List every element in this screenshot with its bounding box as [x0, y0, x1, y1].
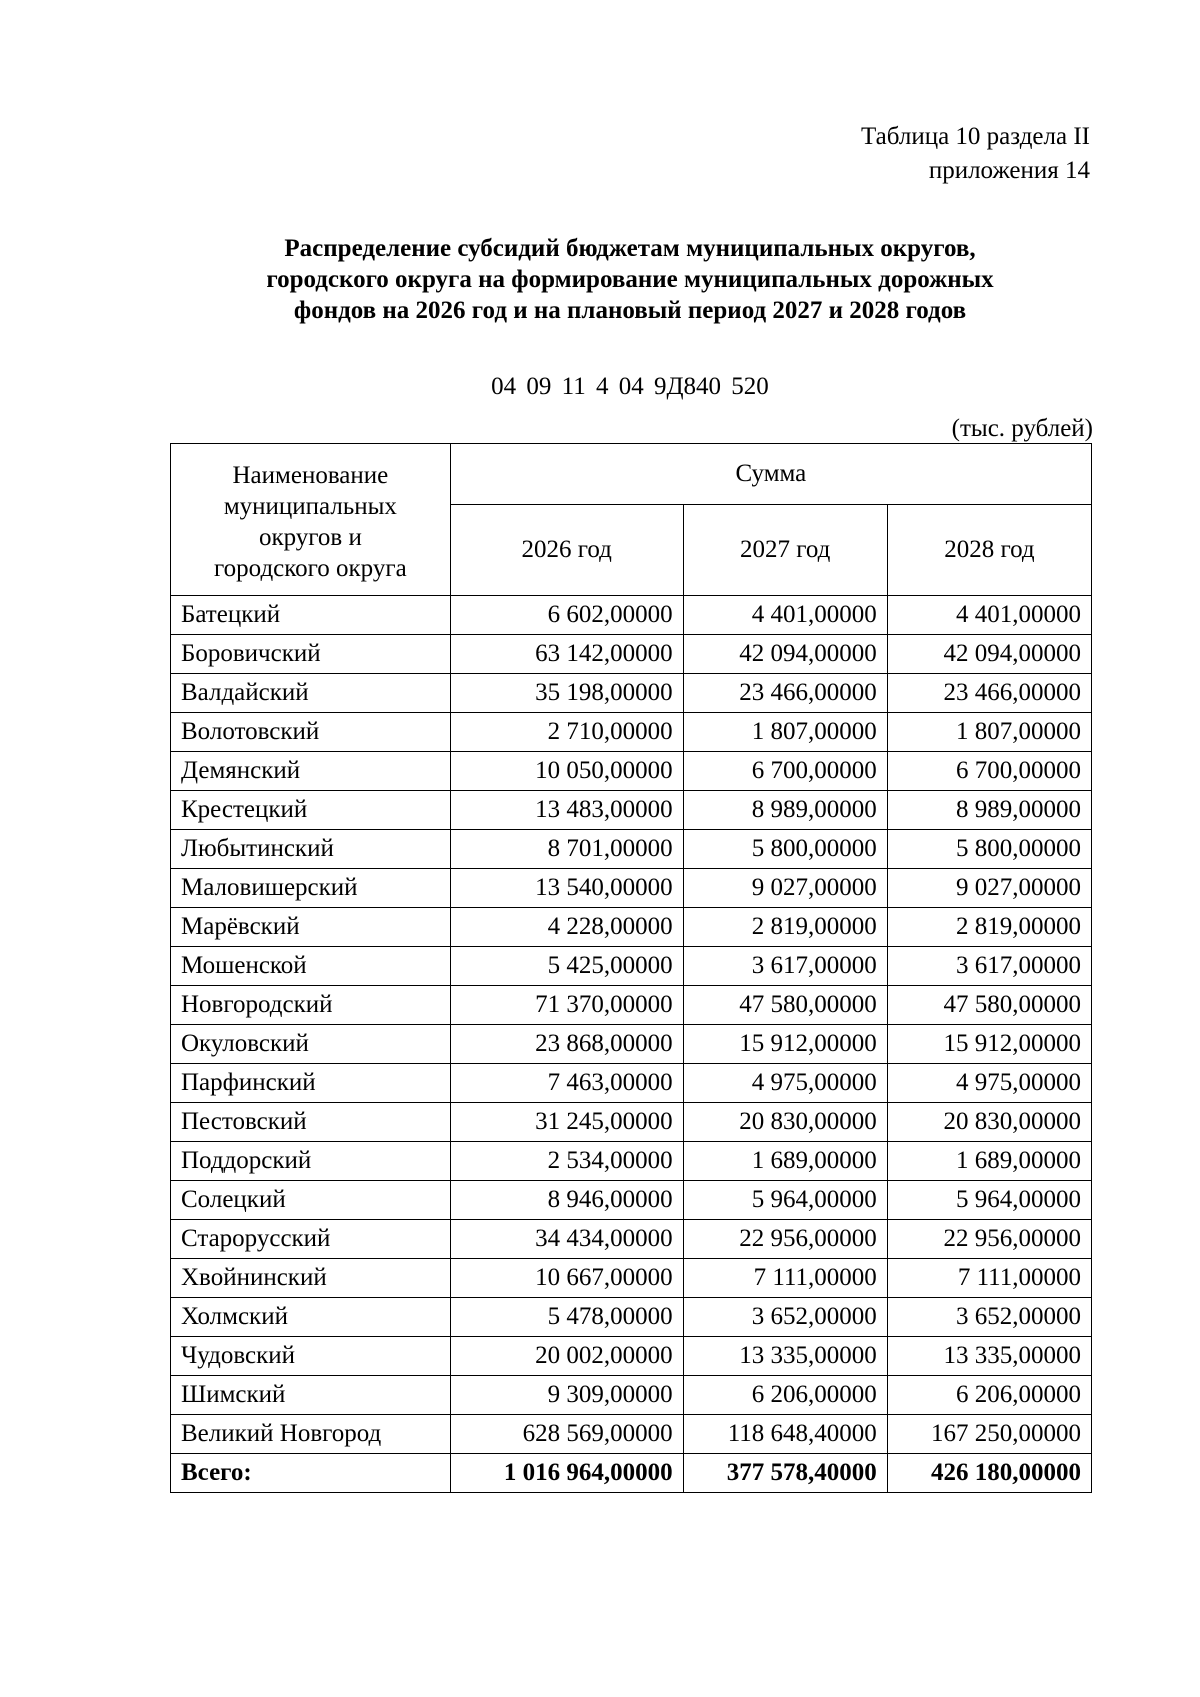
- table-row: [171, 947, 1092, 986]
- row-value-2027: 1 689,00000: [683, 1142, 887, 1181]
- row-value-2028: 47 580,00000: [887, 986, 1091, 1025]
- table-row: [171, 1064, 1092, 1103]
- row-value-2027: 7 111,00000: [683, 1259, 887, 1298]
- row-value-2027: 5 964,00000: [683, 1181, 887, 1220]
- row-value-2028: 5 964,00000: [887, 1181, 1091, 1220]
- row-value-2028: 6 206,00000: [887, 1376, 1091, 1415]
- table-row: [171, 1259, 1092, 1298]
- row-value-2026: 9 309,00000: [450, 1376, 683, 1415]
- table-row: [171, 1181, 1092, 1220]
- row-value-2028: 1 807,00000: [887, 713, 1091, 752]
- row-value-2027: 1 807,00000: [683, 713, 887, 752]
- row-name: Крестецкий: [171, 791, 451, 830]
- title-line-3: фондов на 2026 год и на плановый период 2027 и 2028 годов: [293, 297, 967, 324]
- row-name: Мошенской: [171, 947, 451, 986]
- subsidy-distribution-table: [170, 443, 1092, 1493]
- row-value-2028: 4 401,00000: [887, 596, 1091, 635]
- row-value-2027: 22 956,00000: [683, 1220, 887, 1259]
- table-row: [171, 1337, 1092, 1376]
- table-row: [171, 1142, 1092, 1181]
- row-name: Солецкий: [171, 1181, 451, 1220]
- row-value-2027: 47 580,00000: [683, 986, 887, 1025]
- row-value-2027: 42 094,00000: [683, 635, 887, 674]
- row-value-2026: 10 667,00000: [450, 1259, 683, 1298]
- row-value-2028: 2 819,00000: [887, 908, 1091, 947]
- row-value-2028: 6 700,00000: [887, 752, 1091, 791]
- row-value-2026: 628 569,00000: [450, 1415, 683, 1454]
- row-name: Любытинский: [171, 830, 451, 869]
- column-header-2026: 2026 год: [450, 505, 683, 596]
- row-value-2026: 8 701,00000: [450, 830, 683, 869]
- row-value-2027: 23 466,00000: [683, 674, 887, 713]
- row-value-2028: 20 830,00000: [887, 1103, 1091, 1142]
- row-value-2026: 35 198,00000: [450, 674, 683, 713]
- row-value-2027: 6 700,00000: [683, 752, 887, 791]
- column-header-2028: 2028 год: [887, 505, 1091, 596]
- table-total-row: [171, 1454, 1092, 1493]
- column-header-name-line-3: округов и: [258, 524, 362, 551]
- row-value-2028: 1 689,00000: [887, 1142, 1091, 1181]
- row-value-2026: 13 540,00000: [450, 869, 683, 908]
- budget-classification-code: 04 09 11 4 04 9Д840 520: [491, 373, 769, 400]
- row-value-2028: 7 111,00000: [887, 1259, 1091, 1298]
- row-name: Волотовский: [171, 713, 451, 752]
- table-row: [171, 674, 1092, 713]
- row-value-2028: 3 652,00000: [887, 1298, 1091, 1337]
- column-header-name-line-4: городского округа: [214, 555, 407, 582]
- table-row: [171, 1103, 1092, 1142]
- table-row: [171, 791, 1092, 830]
- table-row: [171, 596, 1092, 635]
- table-row: [171, 713, 1092, 752]
- row-value-2028: 23 466,00000: [887, 674, 1091, 713]
- row-value-2026: 31 245,00000: [450, 1103, 683, 1142]
- row-value-2027: 5 800,00000: [683, 830, 887, 869]
- table-row: [171, 1025, 1092, 1064]
- row-value-2026: 6 602,00000: [450, 596, 683, 635]
- row-value-2026: 63 142,00000: [450, 635, 683, 674]
- table-row: [171, 752, 1092, 791]
- column-header-sum: Сумма: [450, 444, 1091, 505]
- row-value-2026: 8 946,00000: [450, 1181, 683, 1220]
- row-name: Новгородский: [171, 986, 451, 1025]
- row-value-2026: 2 710,00000: [450, 713, 683, 752]
- column-header-name: [171, 444, 451, 596]
- row-value-2027: 13 335,00000: [683, 1337, 887, 1376]
- row-value-2028: 22 956,00000: [887, 1220, 1091, 1259]
- row-name: Холмский: [171, 1298, 451, 1337]
- row-value-2028: 13 335,00000: [887, 1337, 1091, 1376]
- title-line-1: Распределение субсидий бюджетам муниципальных округов,: [284, 235, 976, 262]
- row-value-2027: 4 401,00000: [683, 596, 887, 635]
- row-value-2027: 15 912,00000: [683, 1025, 887, 1064]
- row-value-2026: 7 463,00000: [450, 1064, 683, 1103]
- row-name: Поддорский: [171, 1142, 451, 1181]
- row-value-2026: 20 002,00000: [450, 1337, 683, 1376]
- row-value-2026: 2 534,00000: [450, 1142, 683, 1181]
- row-value-2028: 3 617,00000: [887, 947, 1091, 986]
- table-row: [171, 1298, 1092, 1337]
- total-value-2026: 1 016 964,00000: [450, 1454, 683, 1493]
- column-header-name-line-1: Наименование: [232, 462, 389, 489]
- table-row: [171, 635, 1092, 674]
- table-row: [171, 986, 1092, 1025]
- table-row: [171, 869, 1092, 908]
- row-name: Боровичский: [171, 635, 451, 674]
- column-header-2027: 2027 год: [683, 505, 887, 596]
- table-row: [171, 830, 1092, 869]
- row-value-2027: 3 652,00000: [683, 1298, 887, 1337]
- row-value-2026: 4 228,00000: [450, 908, 683, 947]
- row-value-2026: 34 434,00000: [450, 1220, 683, 1259]
- row-value-2028: 42 094,00000: [887, 635, 1091, 674]
- row-name: Хвойнинский: [171, 1259, 451, 1298]
- row-value-2026: 23 868,00000: [450, 1025, 683, 1064]
- row-value-2027: 6 206,00000: [683, 1376, 887, 1415]
- row-name: Старорусский: [171, 1220, 451, 1259]
- row-name: Валдайский: [171, 674, 451, 713]
- row-value-2027: 4 975,00000: [683, 1064, 887, 1103]
- row-value-2026: 5 425,00000: [450, 947, 683, 986]
- row-name: Демянский: [171, 752, 451, 791]
- document-title: [170, 233, 1090, 326]
- row-name: Шимский: [171, 1376, 451, 1415]
- row-name: Пестовский: [171, 1103, 451, 1142]
- appendix-table-number: Таблица 10 раздела II: [861, 123, 1090, 150]
- row-value-2027: 118 648,40000: [683, 1415, 887, 1454]
- row-value-2026: 10 050,00000: [450, 752, 683, 791]
- row-value-2028: 8 989,00000: [887, 791, 1091, 830]
- row-value-2026: 5 478,00000: [450, 1298, 683, 1337]
- appendix-number: приложения 14: [928, 157, 1090, 184]
- row-name: Чудовский: [171, 1337, 451, 1376]
- title-line-2: городского округа на формирование муниципальных дорожных: [266, 266, 994, 293]
- row-value-2027: 20 830,00000: [683, 1103, 887, 1142]
- row-name: Окуловский: [171, 1025, 451, 1064]
- table-row: [171, 1415, 1092, 1454]
- table-row: [171, 1376, 1092, 1415]
- table-row: [171, 908, 1092, 947]
- row-value-2026: 71 370,00000: [450, 986, 683, 1025]
- row-value-2028: 5 800,00000: [887, 830, 1091, 869]
- table-row: [171, 1220, 1092, 1259]
- row-value-2027: 3 617,00000: [683, 947, 887, 986]
- column-header-name-line-2: муниципальных: [223, 493, 397, 520]
- row-name: Великий Новгород: [171, 1415, 451, 1454]
- units-label: (тыс. рублей): [951, 415, 1093, 442]
- total-value-2028: 426 180,00000: [887, 1454, 1091, 1493]
- appendix-reference: [861, 120, 1090, 188]
- total-value-2027: 377 578,40000: [683, 1454, 887, 1493]
- total-label: Всего:: [171, 1454, 451, 1493]
- row-value-2028: 4 975,00000: [887, 1064, 1091, 1103]
- row-value-2028: 15 912,00000: [887, 1025, 1091, 1064]
- row-value-2027: 9 027,00000: [683, 869, 887, 908]
- row-value-2027: 2 819,00000: [683, 908, 887, 947]
- row-value-2026: 13 483,00000: [450, 791, 683, 830]
- row-name: Марёвский: [171, 908, 451, 947]
- row-value-2028: 9 027,00000: [887, 869, 1091, 908]
- row-name: Батецкий: [171, 596, 451, 635]
- row-value-2027: 8 989,00000: [683, 791, 887, 830]
- row-value-2028: 167 250,00000: [887, 1415, 1091, 1454]
- row-name: Маловишерский: [171, 869, 451, 908]
- row-name: Парфинский: [171, 1064, 451, 1103]
